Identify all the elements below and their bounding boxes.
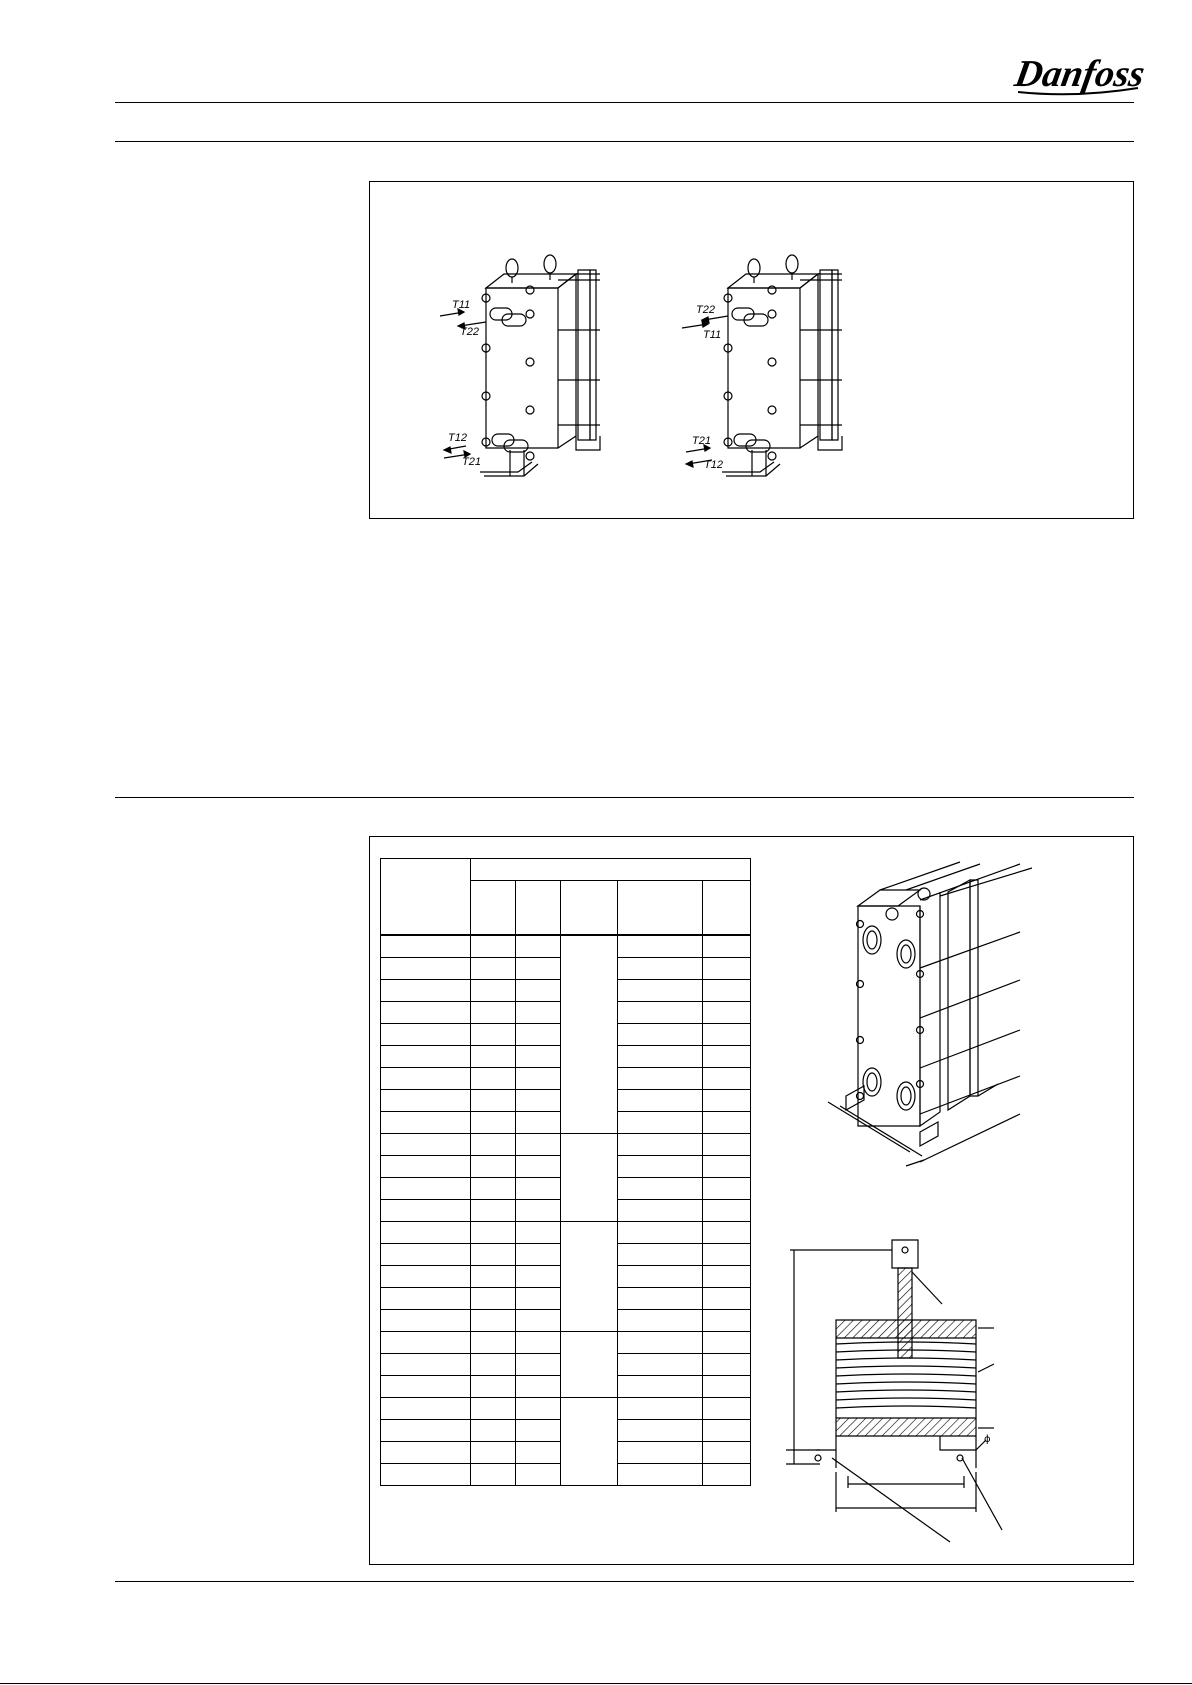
table-cell <box>703 1376 751 1398</box>
table-cell <box>471 1310 516 1332</box>
table-header-row-1 <box>381 859 751 881</box>
table-cell <box>471 1442 516 1464</box>
table-merged-cell <box>561 935 618 1134</box>
table-cell <box>618 1442 703 1464</box>
table-cell <box>381 1178 471 1200</box>
section-divider <box>115 797 1134 798</box>
table-header-cell-group <box>471 859 751 881</box>
table-cell <box>381 1090 471 1112</box>
table-cell <box>471 1354 516 1376</box>
table-cell <box>381 1354 471 1376</box>
table-cell <box>516 1288 561 1310</box>
table-cell <box>381 1222 471 1244</box>
table-cell <box>703 1002 751 1024</box>
table-cell <box>471 1200 516 1222</box>
table-cell <box>381 1420 471 1442</box>
phi-label: ϕ <box>984 1434 991 1445</box>
table-cell <box>618 1134 703 1156</box>
table-cell <box>471 1112 516 1134</box>
table-cell <box>381 1288 471 1310</box>
table-cell <box>703 980 751 1002</box>
table-cell <box>703 1442 751 1464</box>
table-header-cell-type <box>381 859 471 936</box>
table-cell <box>381 1464 471 1486</box>
table-cell <box>618 1178 703 1200</box>
table-cell <box>618 935 703 958</box>
table-merged-cell <box>561 1332 618 1398</box>
table-cell <box>703 1288 751 1310</box>
table-cell <box>703 1068 751 1090</box>
table-merged-cell <box>561 1222 618 1332</box>
table-cell <box>703 1244 751 1266</box>
table-cell <box>471 1156 516 1178</box>
table-header-cell <box>618 881 703 936</box>
table-header-cell <box>703 881 751 936</box>
table-cell <box>703 1024 751 1046</box>
table-cell <box>471 980 516 1002</box>
table-cell <box>703 958 751 980</box>
table-cell <box>618 1222 703 1244</box>
table-cell <box>381 1156 471 1178</box>
heat-exchanger-section <box>780 1232 1020 1572</box>
table-cell <box>381 958 471 980</box>
table-cell <box>471 1288 516 1310</box>
table-header-cell <box>471 881 516 936</box>
table-cell <box>703 1046 751 1068</box>
heat-exchanger-isometric <box>820 870 1030 1180</box>
table-cell <box>471 1244 516 1266</box>
table-cell <box>471 1134 516 1156</box>
table-cell <box>381 1068 471 1090</box>
table-cell <box>516 958 561 980</box>
table-cell <box>516 1046 561 1068</box>
table-cell <box>618 1156 703 1178</box>
table-cell <box>471 1376 516 1398</box>
table-cell <box>516 1222 561 1244</box>
table-cell <box>516 1310 561 1332</box>
table-cell <box>618 1046 703 1068</box>
table-cell <box>381 1442 471 1464</box>
table-cell <box>471 1332 516 1354</box>
table-cell <box>471 1420 516 1442</box>
table-cell <box>618 1068 703 1090</box>
table-row <box>381 1332 751 1354</box>
table-cell <box>381 1376 471 1398</box>
table-cell <box>618 1266 703 1288</box>
table-cell <box>471 1222 516 1244</box>
footer-rule <box>115 1581 1134 1582</box>
left-label-t22: T22 <box>460 326 479 338</box>
table-cell <box>516 1090 561 1112</box>
table-cell <box>381 1398 471 1420</box>
table-cell <box>381 1244 471 1266</box>
table-cell <box>471 1178 516 1200</box>
table-cell <box>516 1398 561 1420</box>
table-cell <box>471 1002 516 1024</box>
table-cell <box>703 1156 751 1178</box>
table-cell <box>516 980 561 1002</box>
table-header-cell <box>561 881 618 936</box>
table-cell <box>618 1464 703 1486</box>
table-cell <box>703 1222 751 1244</box>
table-cell <box>516 1244 561 1266</box>
table-cell <box>471 1068 516 1090</box>
right-label-t12: T12 <box>704 459 723 471</box>
table-cell <box>516 1354 561 1376</box>
danfoss-logo <box>1011 48 1148 96</box>
right-label-t22: T22 <box>696 304 715 316</box>
danfoss-logo-text: Danfoss <box>1011 53 1148 95</box>
table-cell <box>381 980 471 1002</box>
table-cell <box>703 1090 751 1112</box>
table-cell <box>471 935 516 958</box>
table-cell <box>516 935 561 958</box>
table-cell <box>471 1266 516 1288</box>
table-cell <box>516 1420 561 1442</box>
table-cell <box>381 1112 471 1134</box>
dimension-table <box>380 858 751 1486</box>
table-cell <box>703 1112 751 1134</box>
table-cell <box>516 1332 561 1354</box>
table-cell <box>703 1398 751 1420</box>
table-cell <box>516 1200 561 1222</box>
header-rule-bottom <box>115 141 1134 142</box>
table-cell <box>618 1112 703 1134</box>
table-cell <box>516 1442 561 1464</box>
table-cell <box>516 1178 561 1200</box>
page-bottom-rule <box>0 1683 1192 1684</box>
table-cell <box>471 1024 516 1046</box>
right-label-t21: T21 <box>692 435 711 447</box>
right-label-t11: T11 <box>703 329 722 341</box>
table-cell <box>381 1266 471 1288</box>
table-cell <box>381 1310 471 1332</box>
table-cell <box>703 1266 751 1288</box>
table-cell <box>381 1024 471 1046</box>
table-cell <box>618 958 703 980</box>
table-cell <box>381 1134 471 1156</box>
table-cell <box>618 1024 703 1046</box>
table-cell <box>618 1354 703 1376</box>
table-cell <box>618 1200 703 1222</box>
table-row <box>381 935 751 958</box>
table-cell <box>516 1112 561 1134</box>
table-cell <box>471 1046 516 1068</box>
left-label-t21: T21 <box>462 456 481 468</box>
table-cell <box>516 1024 561 1046</box>
table-cell <box>703 1178 751 1200</box>
table-cell <box>703 1134 751 1156</box>
table-cell <box>703 1464 751 1486</box>
table-cell <box>381 935 471 958</box>
table-cell <box>618 980 703 1002</box>
table-cell <box>516 1266 561 1288</box>
table-merged-cell <box>561 1398 618 1486</box>
table-cell <box>516 1068 561 1090</box>
left-label-t12: T12 <box>448 432 467 444</box>
table-merged-cell <box>561 1134 618 1222</box>
table-cell <box>703 1354 751 1376</box>
table-cell <box>618 1090 703 1112</box>
table-cell <box>618 1288 703 1310</box>
table-cell <box>516 1464 561 1486</box>
table-cell <box>618 1310 703 1332</box>
table-cell <box>618 1420 703 1442</box>
table-cell <box>471 1398 516 1420</box>
table-cell <box>381 1002 471 1024</box>
table-cell <box>703 1310 751 1332</box>
table-cell <box>618 1398 703 1420</box>
left-label-t11: T11 <box>452 299 471 311</box>
table-cell <box>703 1420 751 1442</box>
table-cell <box>471 958 516 980</box>
table-header-cell <box>516 881 561 936</box>
table-cell <box>516 1134 561 1156</box>
table-cell <box>471 1464 516 1486</box>
table-cell <box>703 935 751 958</box>
table-cell <box>471 1090 516 1112</box>
table-cell <box>618 1002 703 1024</box>
header-rule-top <box>115 102 1134 103</box>
table-row <box>381 1134 751 1156</box>
table-row <box>381 1398 751 1420</box>
table-cell <box>381 1046 471 1068</box>
table-row <box>381 1222 751 1244</box>
table-cell <box>516 1156 561 1178</box>
table-cell <box>381 1200 471 1222</box>
table-cell <box>516 1376 561 1398</box>
table-cell <box>618 1244 703 1266</box>
table-cell <box>618 1376 703 1398</box>
table-cell <box>703 1332 751 1354</box>
table-cell <box>381 1332 471 1354</box>
table-cell <box>516 1002 561 1024</box>
table-cell <box>618 1332 703 1354</box>
table-cell <box>703 1200 751 1222</box>
